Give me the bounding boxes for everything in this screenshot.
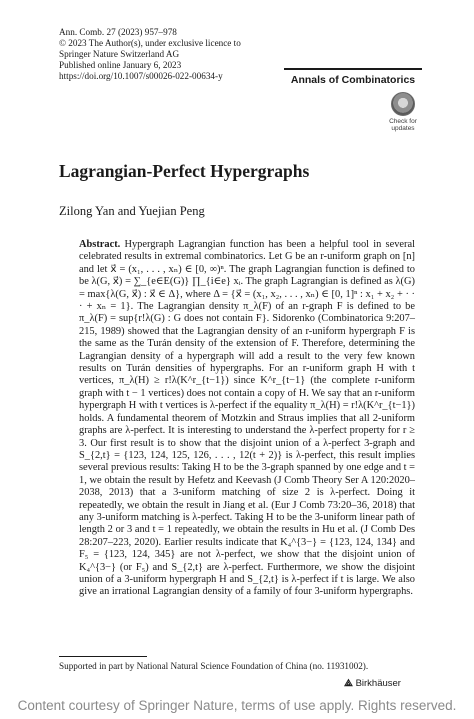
publisher-line: Springer Nature Switzerland AG — [59, 49, 180, 59]
abstract-text: Hypergraph Lagrangian function has been a helpful tool in several celebrated results in extremal combinatorics. Let G be an r-uniform graph on [n] and let x⃗ = (x₁, . . . , xₙ) ∈ [0, ∞)ⁿ. The graph Lagrangian function is defined to be λ(G, x⃗) = ∑_{e∈E(G)} ∏_{i∈e} xᵢ. The graph Lagrangian is defined as λ(G) = max{λ(G, x⃗) : x⃗ ∈ Δ}, where Δ = {x⃗ = (x₁, x₂, . . . , xₙ) ∈ [0, 1]ⁿ : x₁ + x₂ + · · · + xₙ = 1}. The Lagrangian density π_λ(F) of an r-graph F is defined to be π_λ(F) = sup{r!λ(G) : G does not contain F}. Sidorenko (Combinatorica 9:207–215, 1989) showed that the Lagrangian density of an r-uniform hypergraph F is the same as the Turán density of the extension of F. Therefore, determining the Lagrangian density of a hypergraph will add a result to the very few known results on Turán densities of hypergraphs. For an r-uniform graph H with t vertices, π_λ(H) ≥ r!λ(K^r_{t−1}) since K^r_{t−1} (the complete r-uniform graph with t − 1 vertices) does not contain a copy of H. We say that an r-uniform hypergraph H with t vertices is λ-perfect if the equality π_λ(H) = r!λ(K^r_{t−1}) holds. A fundamental theorem of Motzkin and Straus implies that all 2-uniform graphs are λ-perfect. It is interesting to understand the λ-perfect property for r ≥ 3. Our first result is to show that the disjoint union of a λ-perfect 3-graph and S_{2,t} = {123, 124, 125, 126, . . . , 12(t + 2)} is λ-perfect, this result implies several previous results: Taking H to be the 3-graph spanned by one edge and t = 1, we obtain the result by Hefetz and Keevash (J Comb Theory Ser A 120:2020–2038, 2013) that a 3-uniform matching of size 2 is λ-perfect. Doing it repeatedly, we obtain the result in Jiang et al. (Eur J Comb 73:20–36, 2018) that any 3-uniform matching is λ-perfect. Taking H to be the 3-uniform linear path of length 2 or 3 and t = 1 repeatedly, we obtain the results in Hu et al. (J Comb Des 28:207–223, 2020). Earlier results indicate that K₄^{3−} = {123, 124, 134} and F₅ = {123, 124, 345} are not λ-perfect, we show that the disjoint union of K₄^{3−} (or F₅) and S_{2,t} are λ-perfect. Furthermore, we show the disjoint union of a 3-uniform hypergraph H and S_{2,t} is λ-perfect if t is large. We also give an irrational Lagrangian density of a family of four 3-uniform hypergraphs. — [79, 239, 415, 598]
abstract — [79, 239, 415, 599]
check-updates-label: Check for updates — [389, 118, 417, 132]
funding-footnote: Supported in part by National Natural Science Foundation of China (no. 11931002). — [59, 661, 369, 671]
paper-authors: Zilong Yan and Yuejian Peng — [59, 204, 205, 218]
publication-date: Published online January 6, 2023 — [59, 60, 182, 70]
copyright-line: © 2023 The Author(s), under exclusive licence to — [59, 38, 241, 48]
doi-link[interactable]: https://doi.org/10.1007/s00026-022-00634-y — [59, 71, 223, 81]
birkhauser-logo-icon: ⟁ — [344, 678, 353, 689]
journal-name: Annals of Combinatorics — [284, 68, 422, 89]
publisher-name: Birkhäuser — [355, 678, 401, 689]
courtesy-banner: Content courtesy of Springer Nature, terms of use apply. Rights reserved. — [17, 698, 457, 713]
check-updates-icon — [391, 92, 415, 116]
publisher-logo — [344, 678, 401, 690]
paper-title: Lagrangian-Perfect Hypergraphs — [59, 161, 310, 181]
abstract-label: Abstract. — [79, 239, 121, 250]
footnote-rule — [59, 656, 147, 657]
journal-reference: Ann. Comb. 27 (2023) 957–978 — [59, 27, 177, 37]
article-metadata — [59, 27, 241, 82]
check-for-updates-badge[interactable] — [388, 92, 418, 132]
